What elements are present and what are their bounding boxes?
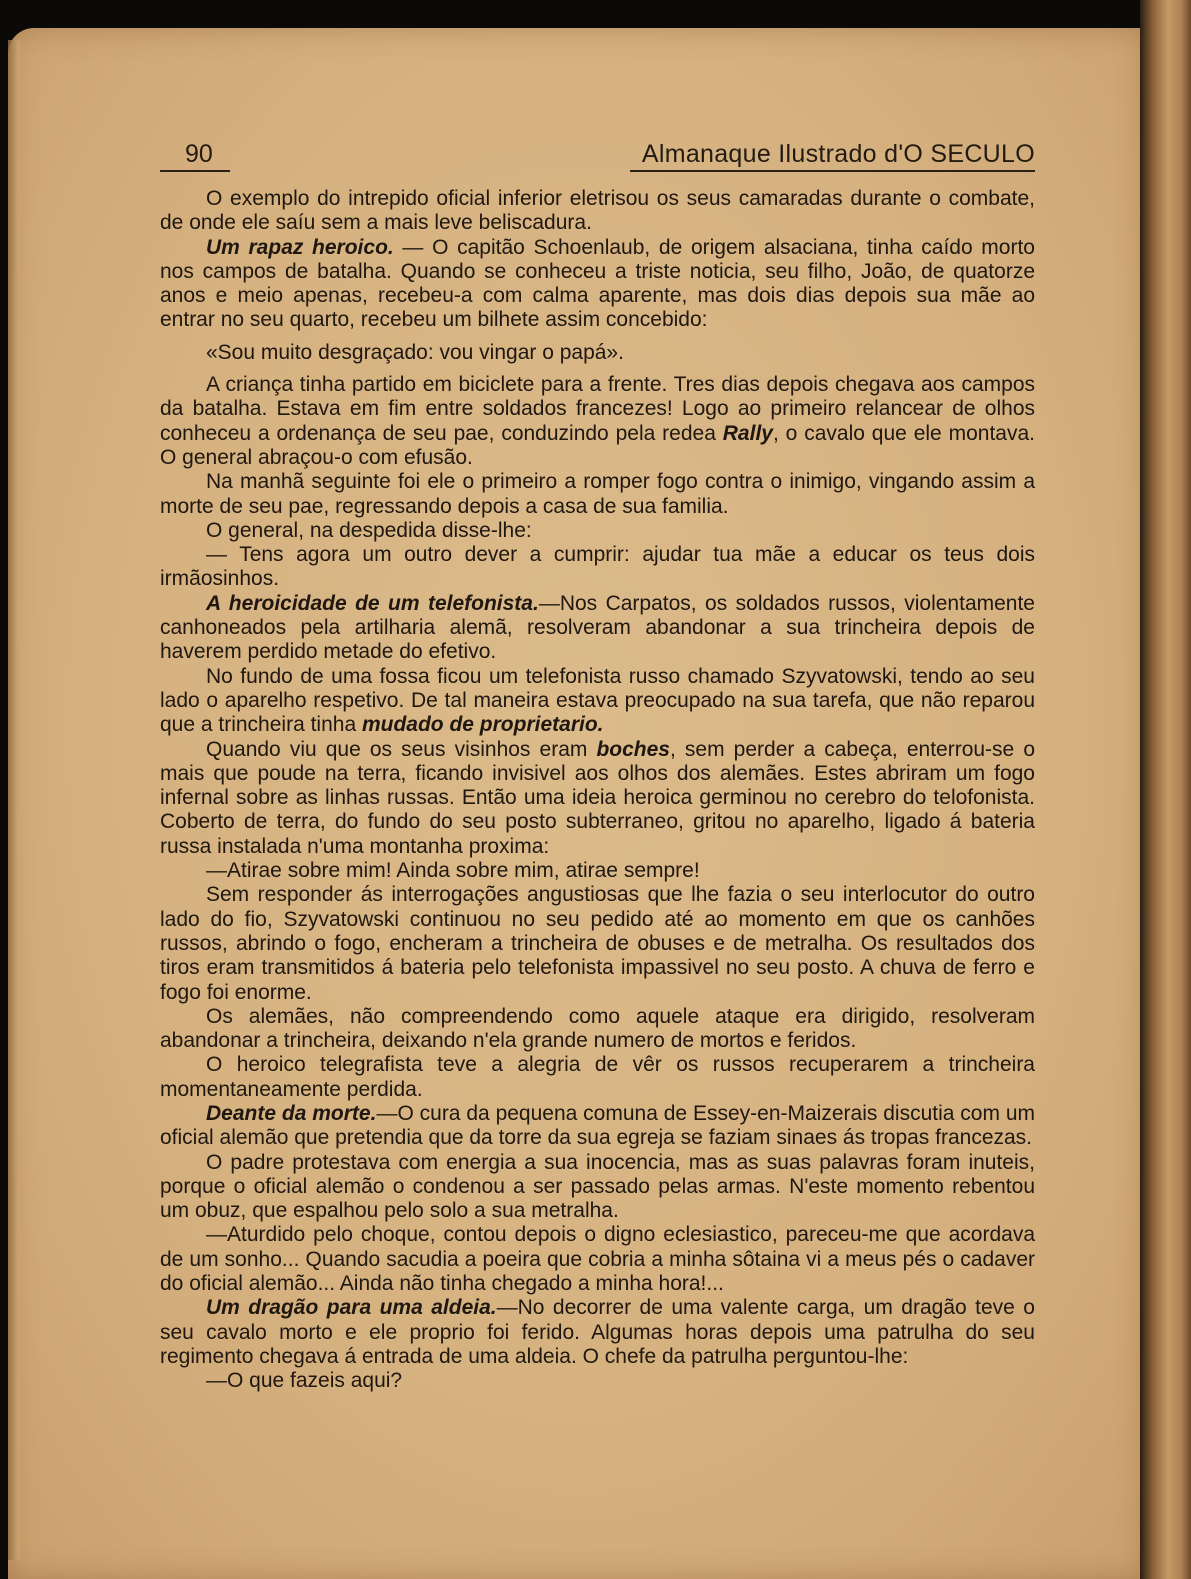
italic-word: boches bbox=[596, 737, 670, 761]
paragraph: O heroico telegrafista teve a alegria de vêr os russos recuperarem a trincheira momentaneamente perdida. bbox=[160, 1053, 1035, 1101]
paragraph: Deante da morte.—O cura da pequena comuna de Essey-en-Maizerais discutia com um oficial alemão que pretendia que da torre da sua egreja se faziam sinaes ás tropas francezas. bbox=[160, 1101, 1035, 1150]
paragraph: — Tens agora um outro dever a cumprir: ajudar tua mãe a educar os teus dois irmãosinhos. bbox=[160, 543, 1035, 591]
paragraph-quote: «Sou muito desgraçado: vou vingar o papá». bbox=[206, 340, 624, 364]
paragraph: —Aturdido pelo choque, contou depois o digno eclesiastico, pareceu-me que acordava de um sonho... Quando sacudia a poeira que cobria a minha sôtaina vi a meus pés o cadaver do oficial alemão... Ainda não tinha chegado a minha hora!... bbox=[160, 1223, 1035, 1296]
section-heading: Um dragão para uma aldeia. bbox=[206, 1296, 497, 1320]
paragraph: Um dragão para uma aldeia.—No decorrer de uma valente carga, um dragão teve o seu cavalo morto e ele proprio foi ferido. Algumas horas depois uma patrulha do seu regimento chegava á entrada de uma aldeia. O chefe da patrulha perguntou-lhe: bbox=[160, 1296, 1035, 1368]
paragraph: —Atirae sobre mim! Ainda sobre mim, atirae sempre! bbox=[206, 859, 700, 883]
paragraph: O general, na despedida disse-lhe: bbox=[206, 518, 532, 542]
section-heading: Um rapaz heroico. bbox=[206, 235, 394, 259]
paragraph: Um rapaz heroico. — O capitão Schoenlaub, de origem alsaciana, tinha caído morto nos campos de batalha. Quando se conheceu a triste noticia, seu filho, João, de quatorze anos e meio apenas, recebeu-a com calma aparente, mas dois dias depois sua mãe ao entrar no seu quarto, recebeu um bilhete assim concebido: bbox=[160, 235, 1035, 332]
section-heading: A heroicidade de um telefonista. bbox=[206, 591, 539, 615]
body-text bbox=[160, 187, 1035, 1394]
running-header bbox=[160, 138, 1035, 174]
page-edge bbox=[8, 40, 22, 1560]
paragraph: A heroicidade de um telefonista.—Nos Carpatos, os soldados russos, violentamente canhoneados pela artilharia alemã, resolveram abandonar a sua trincheira depois de haverem perdido metade do efetivo. bbox=[160, 591, 1035, 664]
header-rule bbox=[630, 170, 1035, 172]
italic-phrase: mudado de proprietario. bbox=[361, 713, 604, 737]
paragraph: O padre protestava com energia a sua inocencia, mas as suas palavras foram inuteis, porque o oficial alemão o condenou a ser passado pelas armas. N'este momento rebentou um obuz, que espalhou pelo solo a sua metralha. bbox=[160, 1150, 1035, 1223]
paragraph: A criança tinha partido em biciclete para a frente. Tres dias depois chegava aos campos da batalha. Estava em fim entre soldados francezes! Logo ao primeiro relancear de olhos conheceu a ordenança de seu pae, conduzindo pela redea Rally, o cavalo que ele montava. O general abraçou-o com efusão. bbox=[160, 373, 1035, 469]
horse-name: Rally bbox=[722, 421, 773, 445]
book-spine bbox=[1140, 0, 1191, 1579]
paragraph: O exemplo do intrepido oficial inferior eletrisou os seus camaradas durante o combate, de onde ele saíu sem a mais leve beliscadura. bbox=[160, 187, 1035, 235]
paragraph: Quando viu que os seus visinhos eram boches, sem perder a cabeça, enterrou-se o mais que poude na terra, ficando invisivel aos olhos dos alemães. Estes abriram um fogo infernal sobre as linhas russas. Então uma ideia heroica germinou no cerebro do telofonista. Coberto de terra, do fundo do seu posto subterraneo, gritou no aparelho, ligado á bateria russa instalada n'uma montanha proxima: bbox=[160, 737, 1035, 858]
paragraph: Na manhã seguinte foi ele o primeiro a romper fogo contra o inimigo, vingando assim a morte de seu pae, regressando depois a casa de sua familia. bbox=[160, 470, 1035, 518]
paragraph: No fundo de uma fossa ficou um telefonista russo chamado Szyvatowski, tendo ao seu lado o aparelho respetivo. De tal maneira estava preocupado na sua tarefa, que não reparou que a trincheira tinha mudado de proprietario. bbox=[160, 664, 1035, 737]
paragraph: Sem responder ás interrogações angustiosas que lhe fazia o seu interlocutor do outro lado do fio, Szyvatowski continuou no seu pedido até ao momento em que os canhões russos, abrindo o fogo, encheram a trincheira de obuses e de metralha. Os resultados dos tiros eram transmitidos á bateria pelo telefonista impassivel no seu posto. A chuva de ferro e fogo foi enorme. bbox=[160, 883, 1035, 1004]
page-number: 90 bbox=[185, 140, 213, 168]
paragraph: Os alemães, não compreendendo como aquele ataque era dirigido, resolveram abandonar a trincheira, deixando n'ela grande numero de mortos e feridos. bbox=[160, 1004, 1035, 1053]
page-number-rule bbox=[160, 170, 230, 172]
header-title: Almanaque Ilustrado d'O SECULO bbox=[641, 140, 1035, 168]
paragraph: —O que fazeis aqui? bbox=[206, 1369, 403, 1393]
section-heading: Deante da morte. bbox=[206, 1101, 377, 1125]
